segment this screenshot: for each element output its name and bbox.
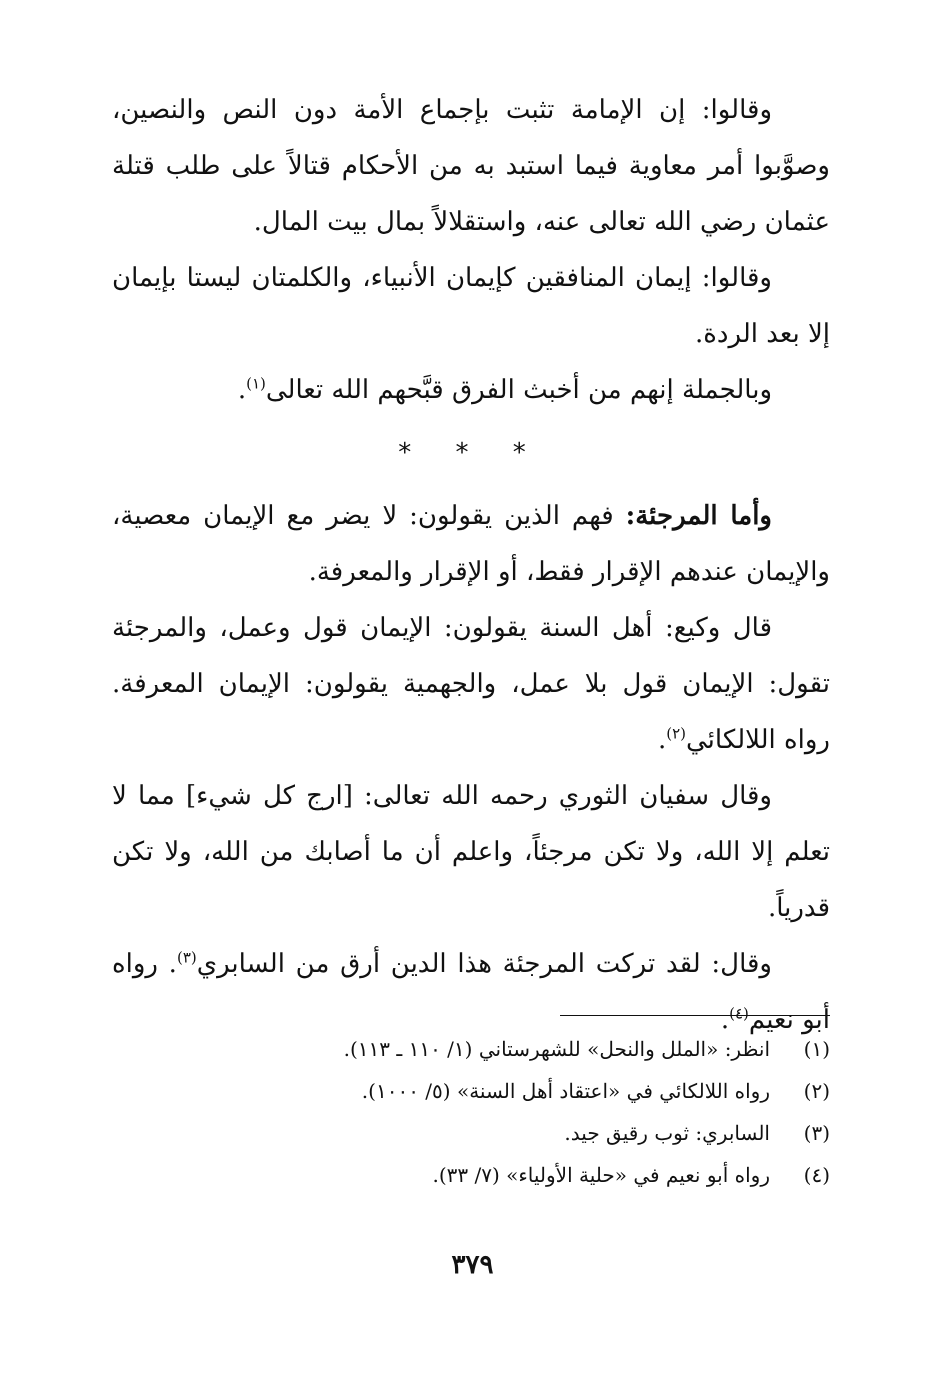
paragraph-sabiri: وقال: لقد تركت المرجئة هذا الدين أرق من السابري$^{(٣)}$. رواه أبو نعيم$^{(٤)}$.: [112, 948, 830, 1035]
footnote-item: [112, 1154, 830, 1196]
footnote-number: (٤): [803, 1163, 830, 1187]
paragraph-summary: وبالجملة إنهم من أخبث الفرق قبَّحهم الله تعالى$^{(١)}$.: [237, 374, 772, 405]
paragraph-murjiah: وأما المرجئة: فهم الذين يقولون: لا يضر مع الإيمان معصية، والإيمان عندهم الإقرار فقط، أو الإقرار والمعرفة.: [112, 501, 830, 587]
footnote-item: [112, 1070, 830, 1112]
footnote-number: (٢): [803, 1079, 830, 1103]
section-term-murjiah: وأما المرجئة:: [625, 501, 772, 531]
main-text: [112, 82, 830, 1048]
footnote-number: (٣): [803, 1121, 830, 1145]
paragraph-waki: قال وكيع: أهل السنة يقولون: الإيمان قول وعمل، والمرجئة تقول: الإيمان قول بلا عمل، والجهمية يقولون: الإيمان المعرفة. رواه اللالكائي$^{(٢)}$.: [112, 613, 830, 755]
footnote-ref-4[interactable]: (٤): [729, 1004, 749, 1023]
page-number: ٣٧٩: [451, 1250, 494, 1280]
footnote-number: (١): [803, 1037, 830, 1061]
footnote-text: رواه اللالكائي في «اعتقاد أهل السنة» (٥/ ١٠٠٠).: [361, 1079, 770, 1103]
footnotes: [112, 1028, 830, 1196]
section-separator: * * *: [398, 438, 544, 468]
footnote-text: رواه أبو نعيم في «حلية الأولياء» (٧/ ٣٣).: [432, 1163, 770, 1187]
footnote-item: [112, 1028, 830, 1070]
paragraph-sufyan: وقال سفيان الثوري رحمه الله تعالى: [ارج كل شيء] مما لا تعلم إلا الله، ولا تكن مرجئاً، واعلم أن ما أصابك من الله، ولا تكن قدرياً.: [112, 781, 830, 923]
footnote-ref-2[interactable]: (٢): [666, 724, 686, 743]
footnote-ref-3[interactable]: (٣): [176, 948, 197, 967]
footnote-ref-1[interactable]: (١): [246, 374, 266, 393]
footnote-item: [112, 1112, 830, 1154]
paragraph-imamah: وقالوا: إن الإمامة تثبت بإجماع الأمة دون النص والنصين، وصوَّبوا أمر معاوية فيما استبد به من الأحكام قتالاً على طلب قتلة عثمان رضي الله تعالى عنه، واستقلالاً بمال بيت المال.: [112, 95, 830, 237]
paragraph-iman-munafiqin: وقالوا: إيمان المنافقين كإيمان الأنبياء، والكلمتان ليستا بإيمان إلا بعد الردة.: [112, 263, 830, 349]
footnote-text: السابري: ثوب رقيق جيد.: [564, 1121, 770, 1145]
footnote-divider: [560, 1015, 830, 1016]
footnote-text: انظر: «الملل والنحل» للشهرستاني (١/ ١١٠ ـ ١١٣).: [343, 1037, 770, 1061]
